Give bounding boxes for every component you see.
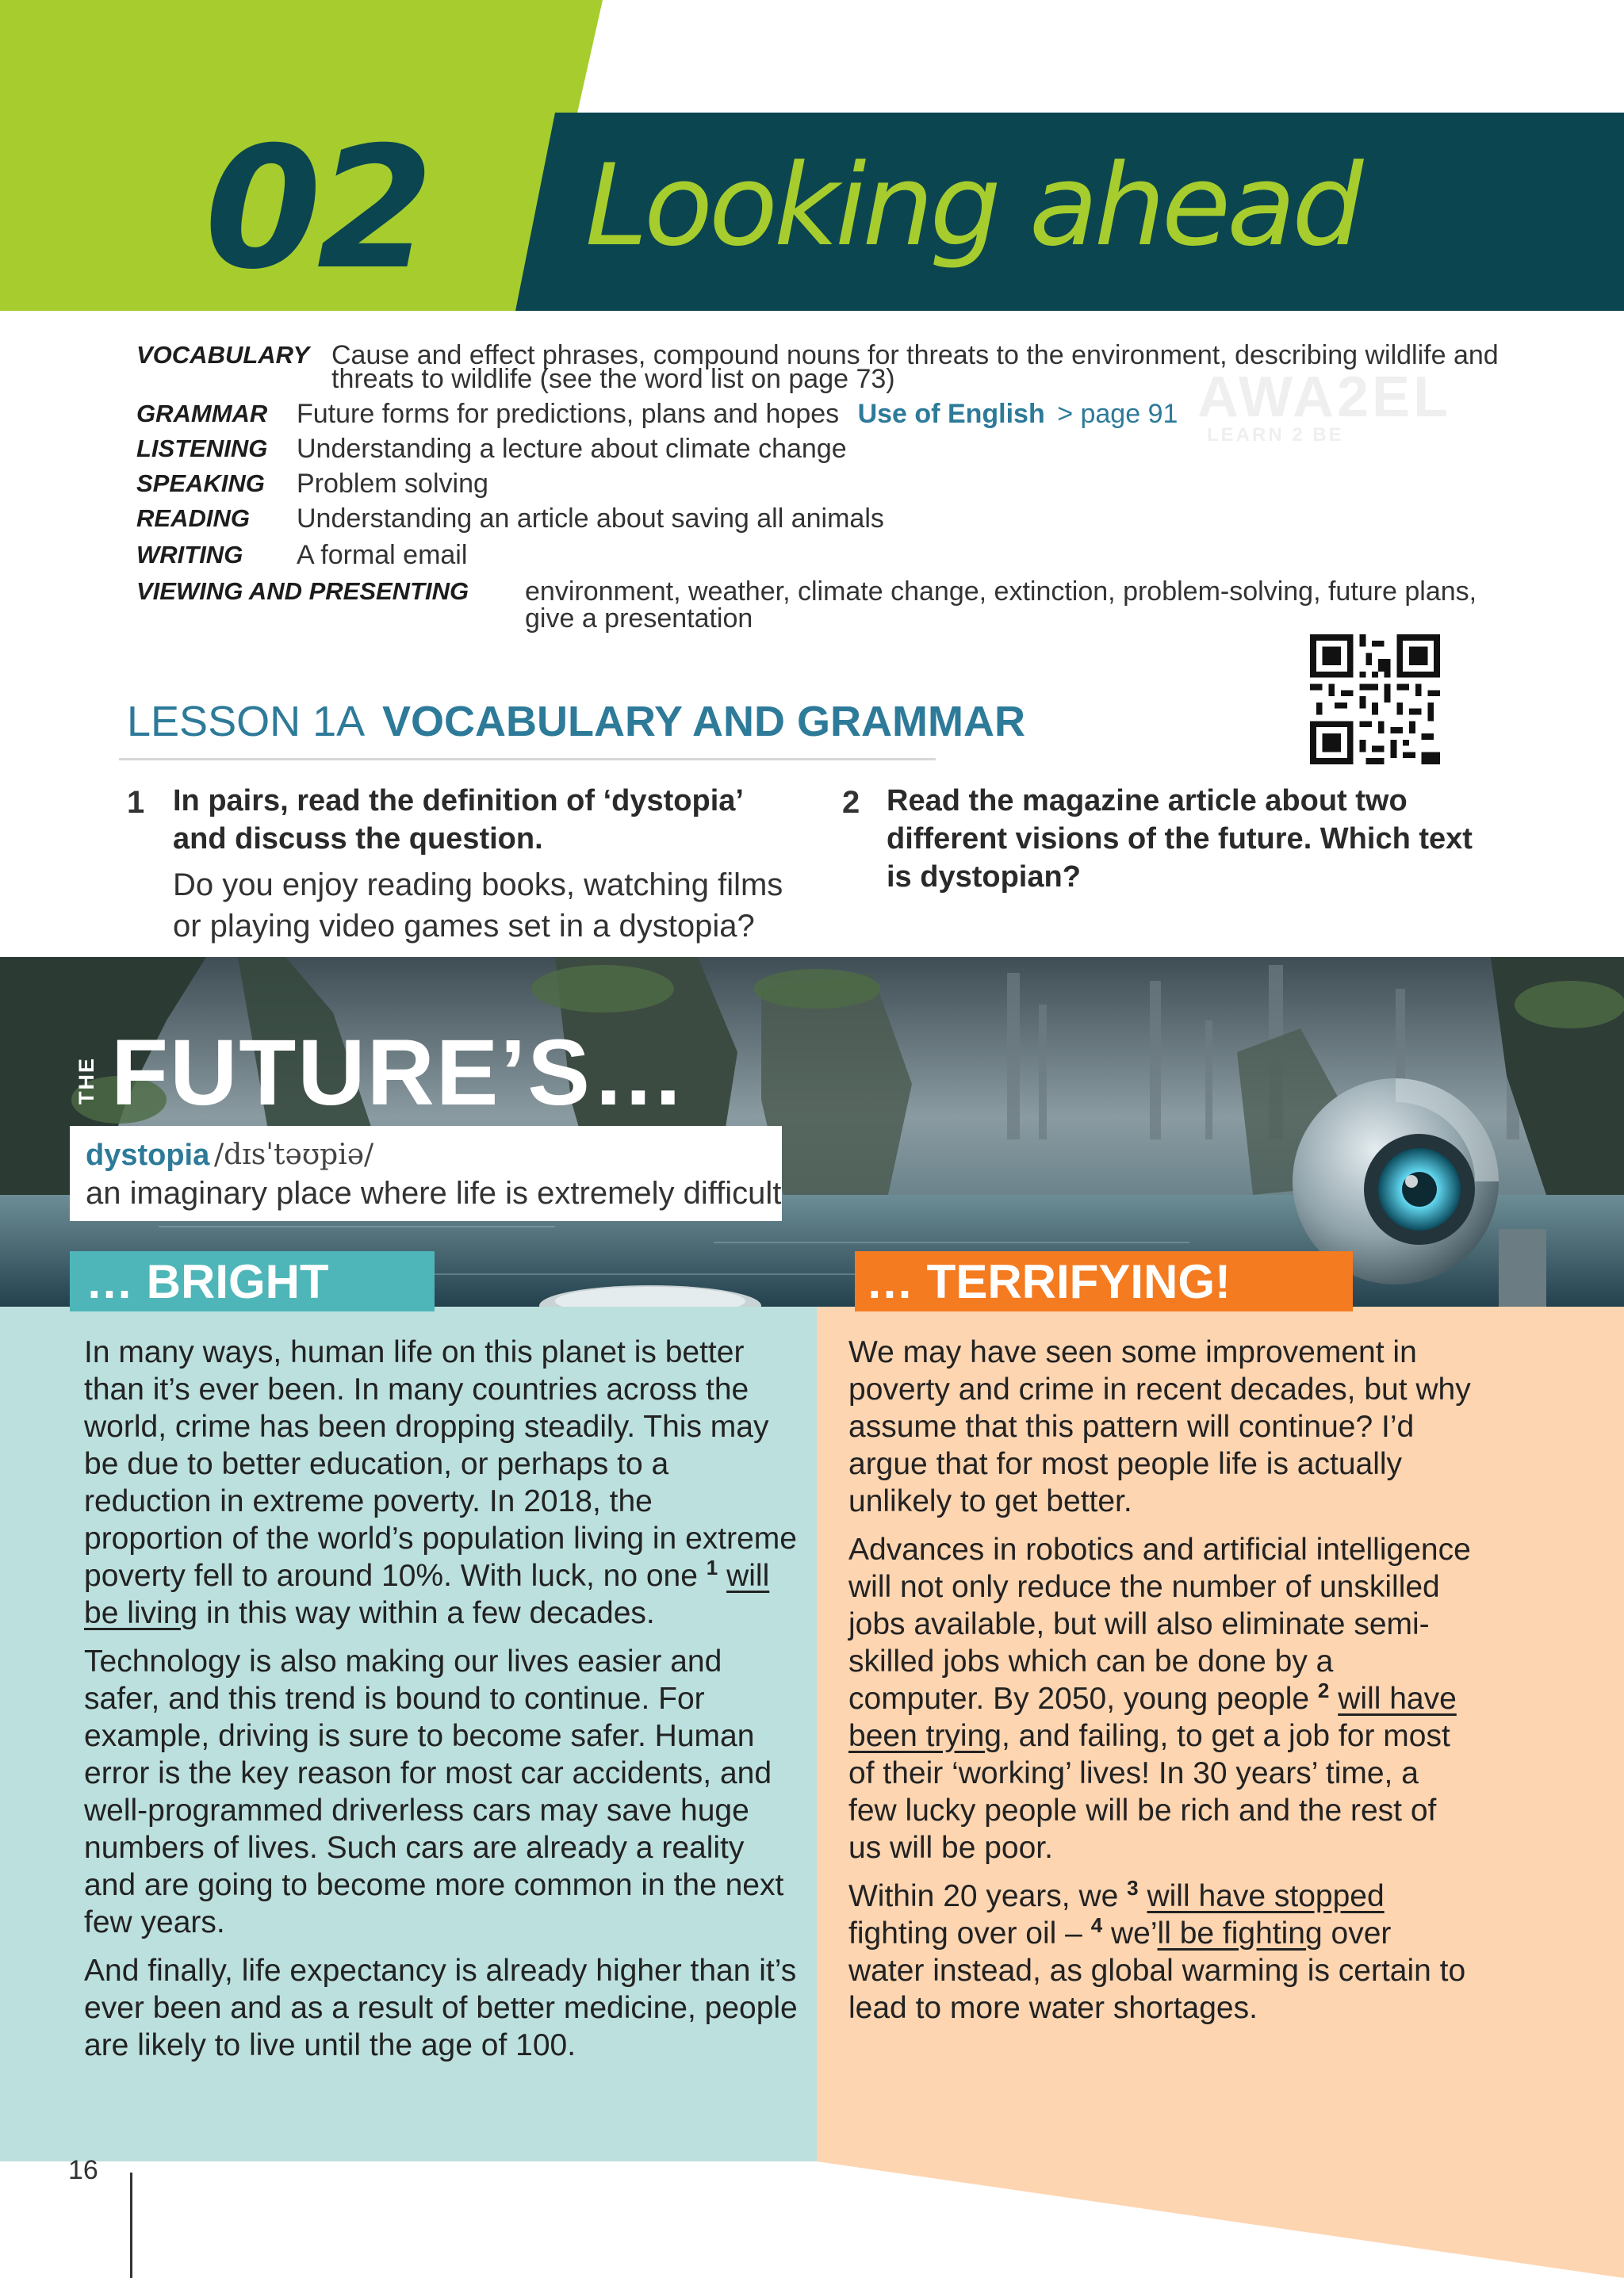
unit-number: 02 <box>205 110 430 306</box>
skill-label: VIEWING AND PRESENTING <box>136 577 469 605</box>
exercise-number: 1 <box>127 785 145 820</box>
terrifying-heading: … TERRIFYING! <box>866 1255 1231 1308</box>
paragraph: Technology is also making our lives easier and safer, and this trend is bound to continue. For example, driving is sure to become safer. Human error is the key reason for most car accidents, and well-programmed driverless cars may save huge numbers of lives. Such cars are already a reality and are going to become more common in the next few years. <box>84 1644 784 1939</box>
definition-meaning: an imaginary place where life is extremely difficult <box>86 1176 782 1211</box>
skill-text: Problem solving <box>297 469 488 499</box>
skill-text: Understanding a lecture about climate change <box>297 434 847 464</box>
skill-label: LISTENING <box>136 435 268 462</box>
paragraph-text: we’ <box>1111 1916 1158 1951</box>
paragraph-text: Advances in robotics and artificial intelligence will not only reduce the number of unskilled jobs available, but will also eliminate semi-skilled jobs which can be done by a computer. By 2050, young people <box>848 1533 1471 1716</box>
bright-heading: … BRIGHT <box>86 1255 329 1308</box>
skill-label: VOCABULARY <box>136 341 310 369</box>
underlined-verb: will be living <box>84 1559 770 1630</box>
bright-article-text <box>84 1334 798 2075</box>
paragraph-text: fighting over oil – <box>848 1916 1082 1951</box>
gap-number: 4 <box>1090 1913 1103 1937</box>
paragraph <box>84 1334 798 1632</box>
watermark-text: AWA2EL <box>1197 366 1452 429</box>
exercise-question: or playing video games set in a dystopia? <box>173 909 755 944</box>
definition-word: dystopia <box>86 1139 210 1172</box>
skill-text: Future forms for predictions, plans and hopes <box>297 399 840 429</box>
skill-label: READING <box>136 504 250 532</box>
skill-label: WRITING <box>136 541 243 569</box>
underlined-verb: ll be fighting <box>1157 1916 1323 1951</box>
page-number: 16 <box>68 2155 98 2185</box>
paragraph: And finally, life expectancy is already higher than it’s ever been and as a result of better medicine, people are likely to live until the age of 100. <box>84 1954 798 2062</box>
use-of-english-page[interactable]: > page 91 <box>1057 399 1178 429</box>
exercise-number: 2 <box>842 785 860 820</box>
exercise-question: Do you enjoy reading books, watching films <box>173 867 783 902</box>
terrifying-article-text <box>848 1334 1475 2038</box>
gap-number: 1 <box>706 1556 718 1579</box>
page-margin-line <box>130 2173 132 2278</box>
skill-label: GRAMMAR <box>136 400 268 427</box>
skill-text: give a presentation <box>525 603 753 634</box>
skill-label: SPEAKING <box>136 469 265 497</box>
article-title-prefix: THE <box>75 1057 98 1105</box>
exercise-instruction: and discuss the question. <box>173 822 543 856</box>
skill-text: threats to wildlife (see the word list on page 73) <box>331 364 895 394</box>
exercise-instruction: is dystopian? <box>887 860 1081 894</box>
lesson-code: LESSON 1A <box>127 698 366 745</box>
skill-text: environment, weather, climate change, extinction, problem-solving, future plans, <box>525 576 1477 607</box>
paragraph <box>848 1531 1475 1866</box>
paragraph-text: Within 20 years, we <box>848 1879 1119 1913</box>
gap-number: 3 <box>1127 1876 1139 1900</box>
skill-text: Understanding an article about saving all animals <box>297 503 884 534</box>
paragraph: We may have seen some improvement in poverty and crime in recent decades, but why assume that this pattern will continue? I’d argue that for most people life is actually unlikely to get better. <box>848 1335 1471 1518</box>
lesson-divider <box>119 758 936 760</box>
skill-text: A formal email <box>297 540 468 570</box>
qr-code-icon[interactable] <box>1310 634 1440 764</box>
gap-number: 2 <box>1317 1679 1330 1702</box>
article-title: FUTURE’S… <box>111 1020 687 1125</box>
paragraph-text: , and failing, to get a job for most of their ‘working’ lives! In 30 years’ time, a few lucky people will be rich and the rest of us will be poor. <box>848 1719 1450 1865</box>
paragraph-text: in this way within a few decades. <box>205 1596 655 1630</box>
skill-text: Cause and effect phrases, compound nouns for threats to the environment, describing wildlife and <box>331 340 1499 370</box>
paragraph-text: over water instead, as global warming is certain to lead to more water shortages. <box>848 1916 1466 2025</box>
watermark-logo <box>1197 349 1530 444</box>
underlined-verb: will have stopped <box>1147 1879 1385 1913</box>
underlined-verb: will have been trying <box>848 1682 1457 1753</box>
exercise-instruction: Read the magazine article about two <box>887 784 1408 817</box>
use-of-english-link[interactable]: Use of English <box>857 399 1045 429</box>
exercise-instruction: In pairs, read the definition of ‘dystopia’ <box>173 784 744 817</box>
unit-title: Looking ahead <box>585 140 1360 271</box>
definition-pronunciation: /dɪsˈtəʊpiə/ <box>214 1139 374 1171</box>
paragraph <box>848 1878 1475 2027</box>
watermark-subtext: LEARN 2 BE <box>1207 424 1344 446</box>
exercise-instruction: different visions of the future. Which text <box>887 822 1473 856</box>
lesson-name: VOCABULARY AND GRAMMAR <box>382 698 1025 745</box>
paragraph-text: In many ways, human life on this planet is better than it’s ever been. In many countries across the world, crime has been dropping steadily. This may be due to better education, or perhaps to a reduction in extreme poverty. In 2018, the proportion of the world’s population living in extreme poverty fell to around 10%. With luck, no one <box>84 1335 797 1593</box>
